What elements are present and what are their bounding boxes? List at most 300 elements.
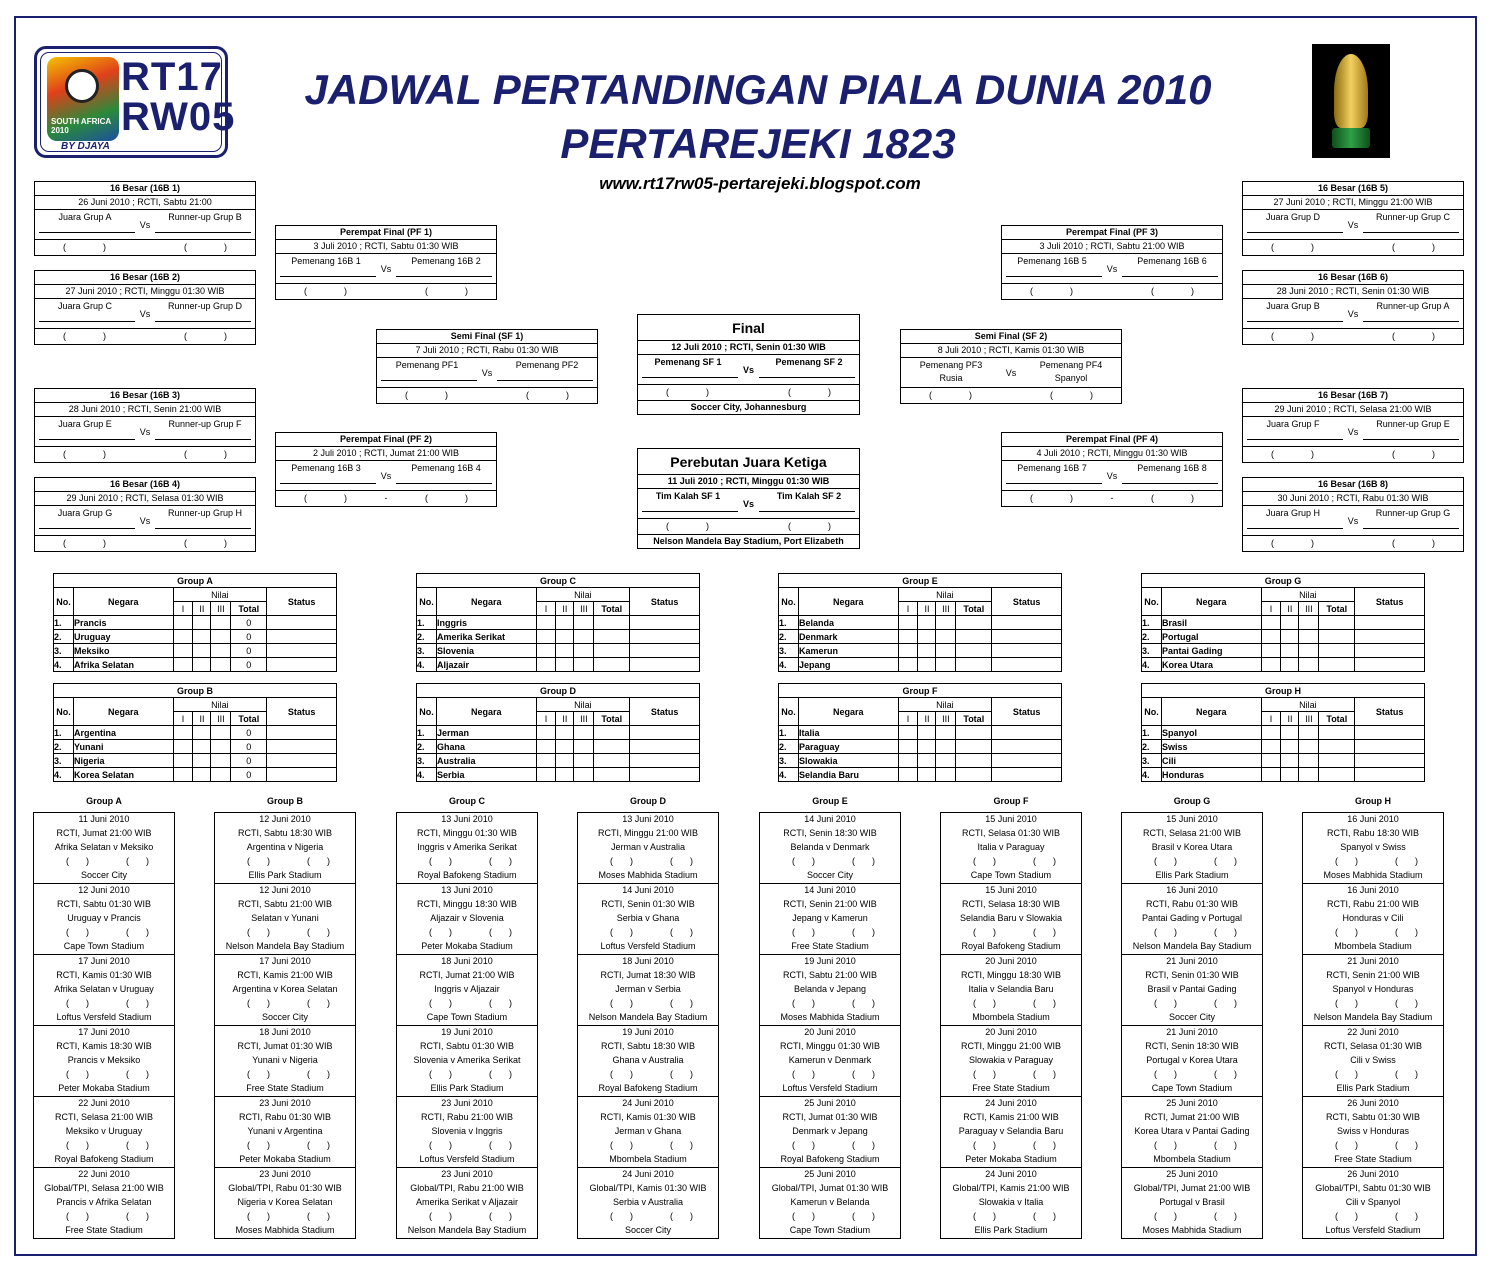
- semifinal-box-1: [376, 329, 598, 404]
- match-title: 16 Besar (16B 1): [35, 182, 255, 196]
- header-no: No.: [1142, 588, 1162, 616]
- score-total: 0: [231, 754, 267, 768]
- match-date: 23 Juni 2010: [441, 1169, 493, 1179]
- schedule-match: [397, 884, 537, 955]
- score-row: [760, 997, 900, 1011]
- header-i: I: [536, 712, 556, 726]
- header-i: I: [173, 602, 193, 616]
- score1-open: (: [66, 1069, 69, 1079]
- score2-open: (: [670, 927, 673, 937]
- score-iii: [574, 754, 594, 768]
- schedule-match: [941, 1168, 1081, 1238]
- score-row: [215, 926, 355, 940]
- match-broadcast: Global/TPI, Sabtu 01:30 WIB: [1315, 1183, 1431, 1193]
- match-broadcast: RCTI, Minggu 21:00 WIB: [597, 828, 699, 838]
- score1-open: (: [1154, 927, 1157, 937]
- match-venue: Ellis Park Stadium: [974, 1225, 1048, 1235]
- score2-close: ): [872, 1069, 875, 1079]
- header-no: No.: [417, 698, 437, 726]
- match-venue: Nelson Mandela Bay Stadium: [407, 1225, 527, 1235]
- match-broadcast: RCTI, Senin 18:30 WIB: [783, 828, 877, 838]
- score-row: [578, 855, 718, 869]
- score-i: [898, 658, 918, 672]
- score-i: [536, 740, 556, 754]
- header-negara: Negara: [436, 698, 536, 726]
- vs-label: Vs: [1347, 427, 1359, 437]
- score1-close: ): [344, 493, 347, 503]
- match-date: 21 Juni 2010: [1166, 956, 1218, 966]
- score-total: 0: [231, 644, 267, 658]
- score1-close: ): [630, 927, 633, 937]
- score2-close: ): [1234, 1069, 1237, 1079]
- score-row: [397, 997, 537, 1011]
- score2-open: (: [670, 1211, 673, 1221]
- score2-open: (: [852, 998, 855, 1008]
- score1-close: ): [993, 1211, 996, 1221]
- match-venue: Moses Mabhida Stadium: [598, 870, 698, 880]
- score-ii: [918, 768, 936, 782]
- match-teams: [377, 358, 597, 388]
- score2-close: ): [1415, 856, 1418, 866]
- score-total: [1319, 740, 1355, 754]
- match-broadcast: RCTI, Senin 01:30 WIB: [1145, 970, 1239, 980]
- score-iii: [1299, 616, 1319, 630]
- team-number: 3.: [1142, 644, 1162, 658]
- score1-open: (: [792, 1211, 795, 1221]
- header-total: Total: [956, 602, 992, 616]
- team-number: 1.: [1142, 616, 1162, 630]
- score2-close: ): [146, 1140, 149, 1150]
- team-status: [267, 644, 337, 658]
- header-iii: III: [574, 602, 594, 616]
- match-date: 7 Juli 2010 ; RCTI, Rabu 01:30 WIB: [377, 344, 597, 358]
- score-total: [956, 726, 992, 740]
- match-teams: Belanda v Denmark: [790, 842, 870, 852]
- match-date: 29 Juni 2010 ; RCTI, Selasa 21:00 WIB: [1243, 403, 1463, 417]
- score1-open: (: [973, 1140, 976, 1150]
- team2-underline: [759, 511, 855, 512]
- score-iii: [1299, 658, 1319, 672]
- score2-open: (: [489, 856, 492, 866]
- header-status: Status: [1355, 588, 1425, 616]
- score2-close: ): [327, 1140, 330, 1150]
- match-venue: Nelson Mandela Bay Stadium: [225, 941, 345, 951]
- score1-close: ): [1070, 493, 1073, 503]
- team-status: [267, 630, 337, 644]
- trophy-base-shape: [1332, 128, 1370, 148]
- team-status: [1355, 726, 1425, 740]
- score1-close: ): [812, 1211, 815, 1221]
- match-date: 13 Juni 2010: [622, 814, 674, 824]
- website-link[interactable]: www.rt17rw05-pertarejeki.blogspot.com: [599, 174, 921, 193]
- match-venue: Mbombela Stadium: [972, 1012, 1050, 1022]
- team-name: Ghana: [436, 740, 536, 754]
- match-date: 24 Juni 2010: [985, 1169, 1037, 1179]
- match-teams: Spanyol v Swiss: [1340, 842, 1406, 852]
- score1-close: ): [1355, 1069, 1358, 1079]
- standings-row: [54, 644, 337, 658]
- score1-close: ): [1070, 286, 1073, 296]
- team-status: [1355, 616, 1425, 630]
- team2-label: Pemenang SF 2: [775, 357, 843, 367]
- match-broadcast: RCTI, Rabu 01:30 WIB: [238, 1112, 332, 1122]
- standings-row: [779, 740, 1062, 754]
- score2-close: ): [1090, 390, 1093, 400]
- team-number: 2.: [1142, 740, 1162, 754]
- score-row: [1243, 447, 1463, 462]
- score1-close: ): [706, 387, 709, 397]
- team-name: Inggris: [436, 616, 536, 630]
- score2-close: ): [690, 1140, 693, 1150]
- match-venue: Free State Stadium: [65, 1225, 143, 1235]
- score1-open: (: [429, 1211, 432, 1221]
- match-venue: Free State Stadium: [246, 1083, 324, 1093]
- score-row: [760, 1139, 900, 1153]
- score2-open: (: [1214, 1211, 1217, 1221]
- schedule-match: [1303, 955, 1443, 1026]
- team1-underline: [1247, 232, 1343, 233]
- score1-close: ): [445, 390, 448, 400]
- score-iii: [211, 630, 231, 644]
- group-name: Group B: [54, 684, 337, 698]
- match-title: 16 Besar (16B 8): [1243, 478, 1463, 492]
- final-box: [637, 314, 860, 415]
- match-date: 27 Juni 2010 ; RCTI, Minggu 21:00 WIB: [1243, 196, 1463, 210]
- team2-label: Tim Kalah SF 2: [776, 491, 842, 501]
- match-broadcast: RCTI, Sabtu 01:30 WIB: [1325, 1112, 1421, 1122]
- score1-open: (: [63, 449, 66, 459]
- match-broadcast: RCTI, Sabtu 21:00 WIB: [237, 899, 333, 909]
- match-broadcast: RCTI, Sabtu 21:00 WIB: [782, 970, 878, 980]
- match-date: 21 Juni 2010: [1166, 1027, 1218, 1037]
- standings-row: [1142, 630, 1425, 644]
- score-ii: [193, 630, 211, 644]
- header-total: Total: [231, 712, 267, 726]
- match-teams: Inggris v Aljazair: [434, 984, 500, 994]
- standings-row: [1142, 644, 1425, 658]
- quarterfinal-box-4: [1001, 432, 1223, 507]
- vs-label: Vs: [1005, 368, 1017, 378]
- match-title: Perempat Final (PF 2): [276, 433, 496, 447]
- score2-close: ): [1432, 331, 1435, 341]
- schedule-match: [760, 1168, 900, 1238]
- match-date: 26 Juni 2010: [1347, 1169, 1399, 1179]
- score1-open: (: [792, 927, 795, 937]
- match-broadcast: RCTI, Senin 21:00 WIB: [783, 899, 877, 909]
- team1-label: Juara Grup E: [58, 419, 112, 429]
- score2-open: (: [1033, 1140, 1036, 1150]
- vs-label: Vs: [1106, 471, 1118, 481]
- schedule-column-group-f: [940, 812, 1082, 1239]
- header-nilai: Nilai: [1261, 698, 1355, 712]
- score1-close: ): [1311, 242, 1314, 252]
- schedule-column-group-g: [1121, 812, 1263, 1239]
- match-broadcast: RCTI, Jumat 21:00 WIB: [56, 828, 152, 838]
- score-row: [1243, 240, 1463, 255]
- header-ii: II: [193, 712, 211, 726]
- score-row: [941, 997, 1081, 1011]
- score-i: [173, 754, 193, 768]
- score-total: [956, 740, 992, 754]
- score-ii: [918, 754, 936, 768]
- team-name: Brasil: [1161, 616, 1261, 630]
- score-row: [1122, 1139, 1262, 1153]
- score1-close: ): [449, 1211, 452, 1221]
- match-teams: Denmark v Jepang: [792, 1126, 868, 1136]
- score2-open: (: [1395, 998, 1398, 1008]
- score1-open: (: [792, 998, 795, 1008]
- quarterfinal-box-2: [275, 432, 497, 507]
- match-teams: Slowakia v Paraguay: [968, 1055, 1054, 1065]
- score2-open: (: [489, 1140, 492, 1150]
- group-name: Group A: [54, 574, 337, 588]
- score1-open: (: [247, 1069, 250, 1079]
- team1-label: Juara Grup F: [1266, 419, 1320, 429]
- schedule-match: [941, 884, 1081, 955]
- match-date: 12 Juni 2010: [78, 885, 130, 895]
- score-ii: [1281, 754, 1299, 768]
- schedule-group-label: Group G: [1173, 796, 1211, 806]
- match-venue: Peter Mokaba Stadium: [421, 941, 513, 951]
- schedule-match: [397, 1097, 537, 1168]
- match-title: 16 Besar (16B 4): [35, 478, 255, 492]
- score-total: [1319, 658, 1355, 672]
- score2-open: (: [1395, 1069, 1398, 1079]
- score-ii: [1281, 726, 1299, 740]
- score2-close: ): [327, 927, 330, 937]
- header-negara: Negara: [436, 588, 536, 616]
- team2-underline: [1363, 528, 1459, 529]
- score2-open: (: [489, 1069, 492, 1079]
- score1-open: (: [1154, 1140, 1157, 1150]
- score2-open: (: [184, 538, 187, 548]
- header-nilai: Nilai: [898, 698, 992, 712]
- team-number: 4.: [417, 768, 437, 782]
- match-teams: Argentina v Korea Selatan: [232, 984, 338, 994]
- score1-close: ): [630, 1211, 633, 1221]
- score2-close: ): [509, 1211, 512, 1221]
- team1-label: Pemenang 16B 5: [1017, 256, 1087, 266]
- score-row: [1243, 329, 1463, 344]
- score2-close: ): [327, 998, 330, 1008]
- score1-close: ): [267, 856, 270, 866]
- match-teams: [638, 489, 859, 519]
- standings-table-group-f: [778, 683, 1062, 782]
- score2-close: ): [828, 521, 831, 531]
- score1-close: ): [812, 998, 815, 1008]
- match-teams: Honduras v Cili: [1342, 913, 1404, 923]
- team1-label: Tim Kalah SF 1: [655, 491, 721, 501]
- match-venue: Nelson Mandela Bay Stadium, Port Elizabeth: [638, 534, 859, 548]
- team-number: 1.: [779, 616, 799, 630]
- score1-open: (: [1271, 331, 1274, 341]
- score-i: [1261, 644, 1281, 658]
- schedule-group-label: Group D: [630, 796, 666, 806]
- schedule-match: [941, 813, 1081, 884]
- team-number: 1.: [54, 616, 74, 630]
- score2-open: (: [1151, 286, 1154, 296]
- team2-label: Pemenang 16B 4: [411, 463, 481, 473]
- score2-open: (: [670, 1140, 673, 1150]
- match-teams: Spanyol v Honduras: [1332, 984, 1414, 994]
- score1-open: (: [1335, 998, 1338, 1008]
- score-ii: [556, 630, 574, 644]
- score1-close: ): [812, 856, 815, 866]
- score-iii: [936, 616, 956, 630]
- page-title: JADWAL PERTANDINGAN PIALA DUNIA 2010: [304, 66, 1212, 113]
- team1-underline: [642, 511, 738, 512]
- score-total: 0: [231, 726, 267, 740]
- score1-close: ): [1355, 856, 1358, 866]
- match-broadcast: RCTI, Minggu 01:30 WIB: [416, 828, 518, 838]
- header-status: Status: [992, 698, 1062, 726]
- score-i: [898, 754, 918, 768]
- score-row: [35, 240, 255, 255]
- score-total: [594, 726, 630, 740]
- score-i: [1261, 740, 1281, 754]
- match-broadcast: RCTI, Sabtu 18:30 WIB: [237, 828, 333, 838]
- match-venue: Soccer City: [261, 1012, 308, 1022]
- score-row: [638, 519, 859, 534]
- vs-label: Vs: [139, 220, 151, 230]
- schedule-match: [578, 884, 718, 955]
- match-date: 29 Juni 2010 ; RCTI, Selasa 01:30 WIB: [35, 492, 255, 506]
- score2-open: (: [1050, 390, 1053, 400]
- team2-underline: [497, 380, 593, 381]
- score-ii: [556, 658, 574, 672]
- score1-open: (: [792, 856, 795, 866]
- score2-open: (: [126, 1211, 129, 1221]
- score1-open: (: [666, 521, 669, 531]
- score2-open: (: [526, 390, 529, 400]
- team-number: 2.: [417, 630, 437, 644]
- match-date: 22 Juni 2010: [78, 1169, 130, 1179]
- header-total: Total: [956, 712, 992, 726]
- score2-open: (: [1395, 856, 1398, 866]
- score-total: [594, 616, 630, 630]
- score2-close: ): [1234, 1140, 1237, 1150]
- score-i: [536, 754, 556, 768]
- team2-label: Runner-up Grup F: [168, 419, 242, 429]
- standings-row: [54, 630, 337, 644]
- schedule-match: [1303, 1168, 1443, 1238]
- header-negara: Negara: [1161, 698, 1261, 726]
- score1-close: ): [103, 538, 106, 548]
- team-status: [1355, 768, 1425, 782]
- score1-open: (: [610, 998, 613, 1008]
- team-status: [267, 658, 337, 672]
- score1-close: ): [103, 449, 106, 459]
- score2-open: (: [670, 1069, 673, 1079]
- score1-close: ): [103, 242, 106, 252]
- team-name: Australia: [436, 754, 536, 768]
- match-teams: Jepang v Kamerun: [792, 913, 868, 923]
- score2-open: (: [489, 927, 492, 937]
- score2-open: (: [1033, 856, 1036, 866]
- team-name: Yunani: [73, 740, 173, 754]
- team-number: 1.: [779, 726, 799, 740]
- team1-underline: [39, 439, 135, 440]
- match-title: Perebutan Juara Ketiga: [638, 449, 859, 475]
- schedule-match: [215, 1168, 355, 1238]
- score1-open: (: [429, 1069, 432, 1079]
- score-row: [760, 1068, 900, 1082]
- standings-row: [417, 740, 700, 754]
- header-iii: III: [1299, 712, 1319, 726]
- score2-close: ): [327, 1211, 330, 1221]
- team-status: [1355, 658, 1425, 672]
- score-i: [173, 726, 193, 740]
- quarterfinal-box-3: [1001, 225, 1223, 300]
- score1-open: (: [429, 856, 432, 866]
- team2-underline: [1122, 483, 1218, 484]
- schedule-match: [578, 1168, 718, 1238]
- score1-open: (: [247, 927, 250, 937]
- match-venue: Cape Town Stadium: [426, 1012, 508, 1022]
- header-iii: III: [1299, 602, 1319, 616]
- score-ii: [193, 726, 211, 740]
- score-i: [536, 616, 556, 630]
- score-iii: [211, 644, 231, 658]
- score-iii: [574, 768, 594, 782]
- score-iii: [1299, 740, 1319, 754]
- score2-close: ): [872, 1140, 875, 1150]
- header-iii: III: [936, 712, 956, 726]
- standings-row: [779, 644, 1062, 658]
- score2-close: ): [1415, 927, 1418, 937]
- score1-open: (: [1335, 1211, 1338, 1221]
- team2-label: Pemenang 16B 6: [1137, 256, 1207, 266]
- score-ii: [556, 754, 574, 768]
- score2-close: ): [1234, 998, 1237, 1008]
- score2-open: (: [1395, 1211, 1398, 1221]
- header-status: Status: [630, 698, 700, 726]
- team-name: Jerman: [436, 726, 536, 740]
- match-date: 15 Juni 2010: [1166, 814, 1218, 824]
- score2-open: (: [852, 927, 855, 937]
- match-broadcast: Global/TPI, Rabu 01:30 WIB: [228, 1183, 342, 1193]
- header-status: Status: [1355, 698, 1425, 726]
- score-ii: [1281, 630, 1299, 644]
- score2-open: (: [307, 856, 310, 866]
- schedule-column-group-e: [759, 812, 901, 1239]
- match-venue: Free State Stadium: [791, 941, 869, 951]
- score1-open: (: [973, 856, 976, 866]
- score-total: [956, 658, 992, 672]
- match-venue: Loftus Versfeld Stadium: [600, 941, 696, 951]
- score1-open: (: [304, 493, 307, 503]
- match-broadcast: RCTI, Rabu 01:30 WIB: [1145, 899, 1239, 909]
- vs-label: Vs: [139, 427, 151, 437]
- match-broadcast: RCTI, Minggu 18:30 WIB: [416, 899, 518, 909]
- score2-close: ): [1234, 927, 1237, 937]
- match-teams: Prancis v Meksiko: [67, 1055, 141, 1065]
- match-venue: Nelson Mandela Bay Stadium: [1132, 941, 1252, 951]
- score2-close: ): [509, 927, 512, 937]
- score-row: [1122, 926, 1262, 940]
- score1-close: ): [1355, 1140, 1358, 1150]
- score2-open: (: [126, 1140, 129, 1150]
- score-row: [941, 855, 1081, 869]
- match-title: Perempat Final (PF 1): [276, 226, 496, 240]
- standings-row: [779, 630, 1062, 644]
- match-teams: Ghana v Australia: [612, 1055, 684, 1065]
- team-name: Korea Utara: [1161, 658, 1261, 672]
- score-total: [1319, 644, 1355, 658]
- standings-row: [54, 768, 337, 782]
- schedule-match: [941, 955, 1081, 1026]
- team1-label: Juara Grup A: [58, 212, 112, 222]
